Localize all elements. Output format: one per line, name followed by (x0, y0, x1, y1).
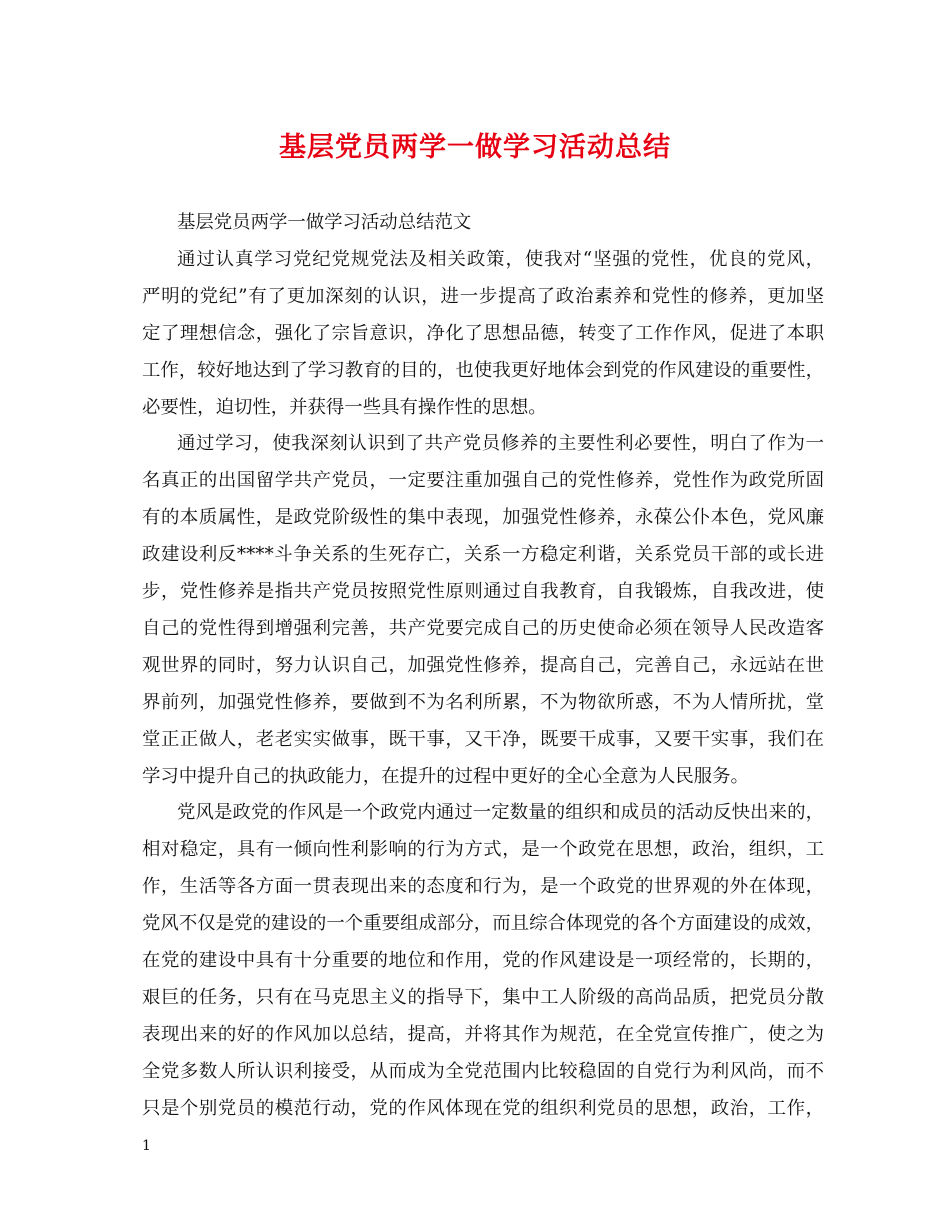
document-title: 基层党员两学一做学习活动总结 (279, 132, 671, 163)
body-line: 党风不仅是党的建设的一个重要组成部分，而且综合体现党的各个方面建设的成效， (142, 913, 824, 934)
body-line: 作，生活等各方面一贯表现出来的态度和行为，是一个政党的世界观的外在体现， (142, 876, 824, 897)
body-line: 步，党性修养是指共产党员按照党性原则通过自我教育，自我锻炼，自我改进，使 (142, 581, 824, 602)
body-line: 基层党员两学一做学习活动总结范文 (177, 212, 472, 233)
body-line: 自己的党性得到增强利完善，共产党要完成自己的历史使命必须在领导人民改造客 (142, 618, 824, 639)
body-line: 相对稳定，具有一倾向性利影响的行为方式，是一个政党在思想，政治，组织，工 (142, 839, 824, 860)
body-line: 观世界的同时，努力认识自己，加强党性修养，提高自己，完善自己，永远站在世 (142, 655, 824, 676)
body-line: 党风是政党的作风是一个政党内通过一定数量的组织和成员的活动反快出来的， (177, 802, 824, 823)
body-line: 全党多数人所认识利接受，从而成为全党范围内比较稳固的自党行为利风尚，而不 (142, 1061, 824, 1082)
body-line: 工作，较好地达到了学习教育的目的，也使我更好地体会到党的作风建设的重要性， (142, 360, 824, 381)
body-line: 只是个别党员的模范行动，党的作风体现在党的组织利党员的思想，政治，工作， (142, 1098, 824, 1119)
body-line: 有的本质属性，是政党阶级性的集中表现，加强党性修养，永葆公仆本色，党风廉 (142, 507, 824, 528)
body-line: 界前列，加强党性修养，要做到不为名利所累，不为物欲所惑，不为人情所扰，堂 (142, 692, 824, 713)
body-line: 通过学习，使我深刻认识到了共产党员修养的主要性利必要性，明白了作为一 (177, 433, 824, 454)
body-line: 名真正的出国留学共产党员，一定要注重加强自己的党性修养，党性作为政党所固 (142, 470, 824, 491)
body-line: 定了理想信念，强化了宗旨意识，净化了思想品德，转变了工作作风，促进了本职 (142, 323, 824, 344)
body-line: 在党的建设中具有十分重要的地位和作用，党的作风建设是一项经常的，长期的， (142, 950, 824, 971)
body-line: 艰巨的任务，只有在马克思主义的指导下，集中工人阶级的高尚品质，把党员分散 (142, 987, 824, 1008)
body-line: 通过认真学习党纪党规党法及相关政策，使我对“坚强的党性，优良的党风， (177, 249, 824, 270)
body-line: 严明的党纪”有了更加深刻的认识，进一步提高了政治素养和党性的修养，更加坚 (142, 286, 824, 307)
body-line: 堂正正做人，老老实实做事，既干事，又干净，既要干成事，又要干实事，我们在 (142, 729, 824, 750)
page-number: 1 (142, 1138, 151, 1154)
body-line: 表现出来的好的作风加以总结，提高，并将其作为规范，在全党宣传推广，使之为 (142, 1024, 824, 1045)
body-line: 必要性，迫切性，并获得一些具有操作性的思想。 (142, 397, 547, 418)
body-line: 学习中提升自己的执政能力，在提升的过程中更好的全心全意为人民服务。 (142, 766, 749, 787)
body-line: 政建设利反****斗争关系的生死存亡，关系一方稳定利谐，关系党员干部的或长进 (142, 544, 824, 565)
